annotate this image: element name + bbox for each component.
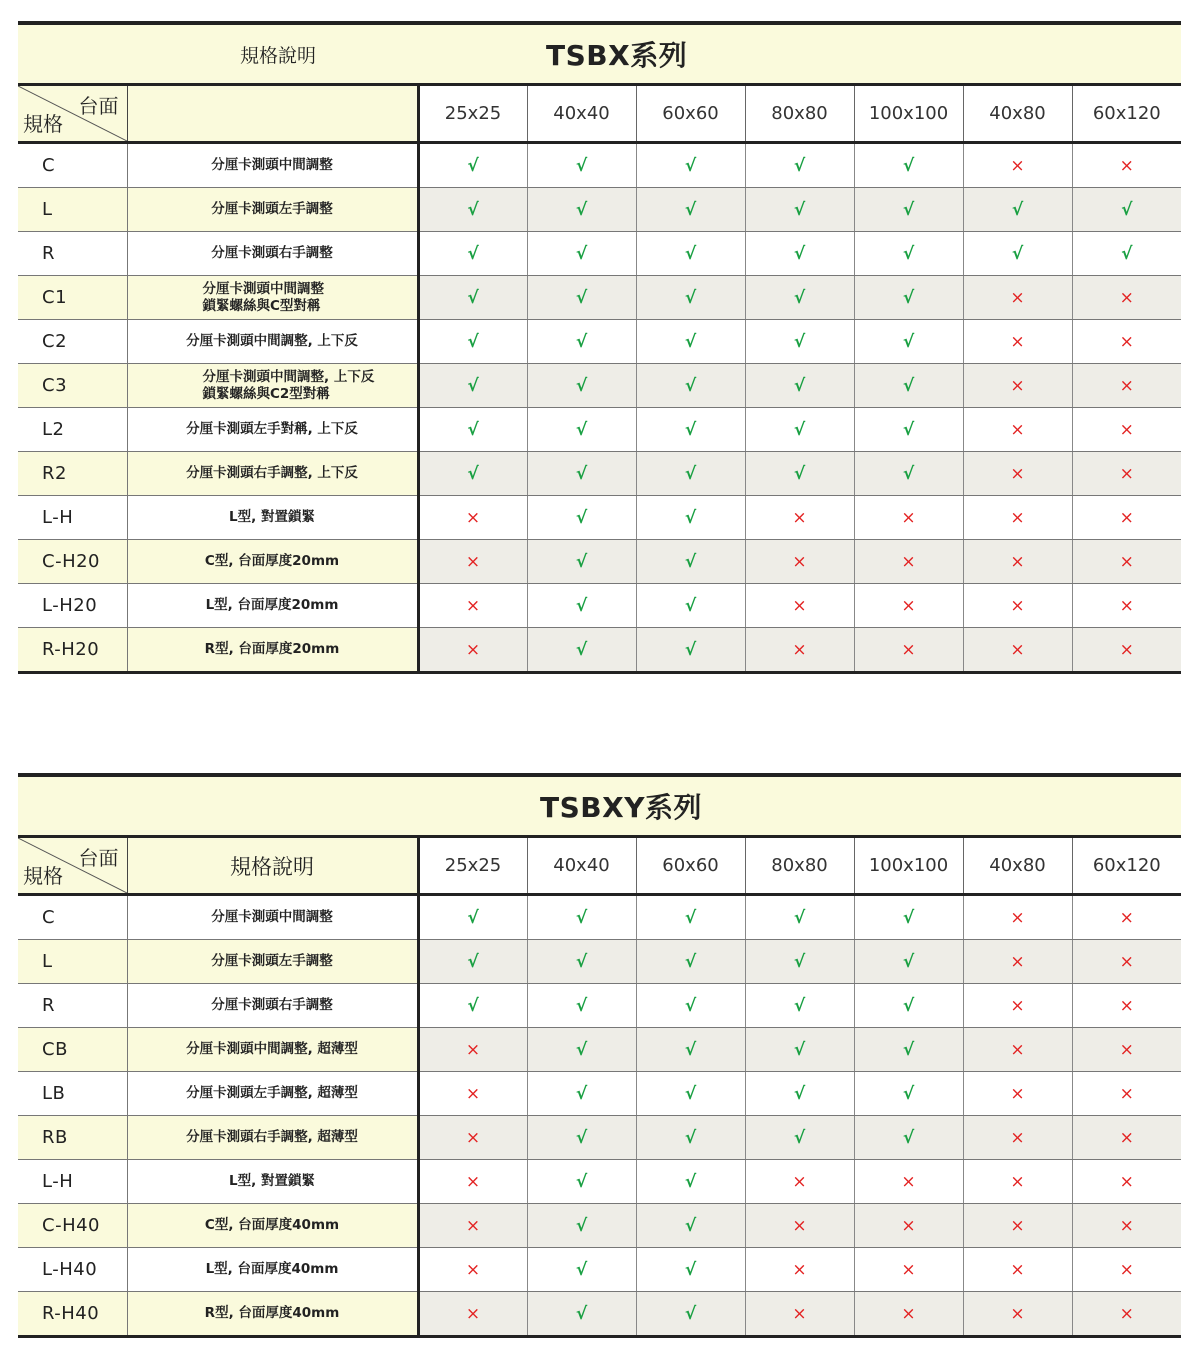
check-mark: √: [745, 232, 854, 276]
check-mark: √: [418, 276, 527, 320]
check-mark: √: [527, 188, 636, 232]
cross-mark: ×: [963, 320, 1072, 364]
model-code: CB: [18, 1028, 127, 1072]
model-code: R: [18, 232, 127, 276]
cross-mark: ×: [963, 984, 1072, 1028]
check-mark: √: [636, 188, 745, 232]
table-row: [18, 452, 1181, 496]
cross-mark: ×: [418, 540, 527, 584]
cross-mark: ×: [418, 1028, 527, 1072]
check-mark: √: [854, 364, 963, 408]
description-line: 分厘卡測頭右手調整, 上下反: [186, 465, 358, 481]
model-code: C-H40: [18, 1204, 127, 1248]
check-mark: √: [963, 232, 1072, 276]
description-line: 分厘卡測頭右手調整, 超薄型: [186, 1129, 358, 1145]
check-mark: √: [636, 1204, 745, 1248]
cross-mark: ×: [1072, 1072, 1181, 1116]
check-mark: √: [636, 143, 745, 188]
cross-mark: ×: [1072, 1248, 1181, 1292]
table-row: [18, 1248, 1181, 1292]
model-description: [127, 1072, 418, 1116]
check-mark: √: [745, 1116, 854, 1160]
table-row: [18, 188, 1181, 232]
cross-mark: ×: [854, 540, 963, 584]
table-row: [18, 364, 1181, 408]
model-description: [127, 276, 418, 320]
check-mark: √: [527, 276, 636, 320]
cross-mark: ×: [1072, 1292, 1181, 1337]
spec-desc-heading: 規格說明: [18, 23, 418, 85]
cross-mark: ×: [418, 1116, 527, 1160]
check-mark: √: [636, 628, 745, 673]
check-mark: √: [418, 984, 527, 1028]
check-mark: √: [527, 1204, 636, 1248]
cross-mark: ×: [963, 1292, 1072, 1337]
check-mark: √: [745, 276, 854, 320]
cross-mark: ×: [418, 628, 527, 673]
model-description: [127, 364, 418, 408]
description-line: R型, 台面厚度40mm: [204, 1305, 340, 1321]
model-code: C3: [18, 364, 127, 408]
model-description: [127, 496, 418, 540]
check-mark: √: [527, 232, 636, 276]
check-mark: √: [636, 364, 745, 408]
check-mark: √: [527, 496, 636, 540]
check-mark: √: [418, 895, 527, 940]
check-mark: √: [418, 188, 527, 232]
table-row: [18, 1160, 1181, 1204]
cross-mark: ×: [418, 1292, 527, 1337]
check-mark: √: [636, 232, 745, 276]
size-header: 60x60: [636, 85, 745, 143]
corner-label-bottom: 規格: [23, 112, 63, 136]
check-mark: √: [418, 940, 527, 984]
check-mark: √: [745, 320, 854, 364]
check-mark: √: [636, 895, 745, 940]
model-description: [127, 628, 418, 673]
cross-mark: ×: [963, 895, 1072, 940]
cross-mark: ×: [1072, 1160, 1181, 1204]
cross-mark: ×: [745, 1292, 854, 1337]
model-description: [127, 1292, 418, 1337]
description-line: 分厘卡測頭左手調整, 超薄型: [186, 1085, 358, 1101]
check-mark: √: [527, 1292, 636, 1337]
table-row: [18, 940, 1181, 984]
check-mark: √: [636, 940, 745, 984]
cross-mark: ×: [963, 452, 1072, 496]
check-mark: √: [527, 984, 636, 1028]
cross-mark: ×: [1072, 1204, 1181, 1248]
check-mark: √: [745, 452, 854, 496]
check-mark: √: [1072, 188, 1181, 232]
check-mark: √: [527, 628, 636, 673]
check-mark: √: [745, 984, 854, 1028]
check-mark: √: [636, 984, 745, 1028]
check-mark: √: [636, 276, 745, 320]
cross-mark: ×: [1072, 628, 1181, 673]
table-header-row: [18, 837, 1181, 895]
check-mark: √: [418, 143, 527, 188]
cross-mark: ×: [963, 364, 1072, 408]
check-mark: √: [854, 143, 963, 188]
table-row: [18, 584, 1181, 628]
cross-mark: ×: [963, 1028, 1072, 1072]
series-title: TSBX系列: [418, 23, 1181, 85]
cross-mark: ×: [963, 1116, 1072, 1160]
cross-mark: ×: [854, 628, 963, 673]
model-code: L-H: [18, 496, 127, 540]
cross-mark: ×: [854, 1248, 963, 1292]
cross-mark: ×: [418, 1072, 527, 1116]
cross-mark: ×: [963, 408, 1072, 452]
cross-mark: ×: [963, 1248, 1072, 1292]
cross-mark: ×: [745, 628, 854, 673]
cross-mark: ×: [418, 1160, 527, 1204]
description-line: 分厘卡測頭左手調整: [211, 201, 333, 217]
corner-label-bottom: 規格: [23, 864, 63, 888]
cross-mark: ×: [745, 1248, 854, 1292]
tsbxy-spec-table: [18, 773, 1181, 1338]
cross-mark: ×: [854, 1204, 963, 1248]
check-mark: √: [636, 1072, 745, 1116]
cross-mark: ×: [963, 1160, 1072, 1204]
check-mark: √: [854, 232, 963, 276]
table-row: [18, 1116, 1181, 1160]
check-mark: √: [854, 1116, 963, 1160]
cross-mark: ×: [963, 276, 1072, 320]
check-mark: √: [418, 408, 527, 452]
size-header: 40x80: [963, 85, 1072, 143]
description-line: 分厘卡測頭右手調整: [211, 245, 333, 261]
check-mark: √: [636, 320, 745, 364]
check-mark: √: [745, 1028, 854, 1072]
check-mark: √: [636, 1292, 745, 1337]
check-mark: √: [745, 143, 854, 188]
cross-mark: ×: [1072, 452, 1181, 496]
table-row: [18, 496, 1181, 540]
model-description: [127, 984, 418, 1028]
size-header: 60x120: [1072, 85, 1181, 143]
cross-mark: ×: [745, 1160, 854, 1204]
check-mark: √: [636, 1116, 745, 1160]
header-desc: 規格說明: [127, 837, 418, 895]
corner-label-top: 台面: [78, 94, 119, 118]
model-description: [127, 188, 418, 232]
description-line: 分厘卡測頭左手調整: [211, 953, 333, 969]
cross-mark: ×: [963, 584, 1072, 628]
cross-mark: ×: [1072, 940, 1181, 984]
table-row: [18, 984, 1181, 1028]
model-code: L: [18, 188, 127, 232]
description-line: 鎖緊螺絲與C型對稱: [202, 297, 321, 314]
table-row: [18, 320, 1181, 364]
check-mark: √: [527, 320, 636, 364]
cross-mark: ×: [418, 584, 527, 628]
check-mark: √: [527, 895, 636, 940]
cross-mark: ×: [1072, 408, 1181, 452]
cross-mark: ×: [963, 540, 1072, 584]
model-description: [127, 1248, 418, 1292]
check-mark: √: [418, 232, 527, 276]
check-mark: √: [745, 940, 854, 984]
cross-mark: ×: [854, 1160, 963, 1204]
check-mark: √: [963, 188, 1072, 232]
table-row: [18, 628, 1181, 673]
cross-mark: ×: [963, 1204, 1072, 1248]
cross-mark: ×: [418, 1248, 527, 1292]
cross-mark: ×: [963, 1072, 1072, 1116]
model-description: [127, 540, 418, 584]
cross-mark: ×: [1072, 584, 1181, 628]
cross-mark: ×: [1072, 364, 1181, 408]
model-description: [127, 1028, 418, 1072]
cross-mark: ×: [1072, 320, 1181, 364]
table-row: [18, 408, 1181, 452]
check-mark: √: [854, 276, 963, 320]
check-mark: √: [854, 1028, 963, 1072]
check-mark: √: [1072, 232, 1181, 276]
check-mark: √: [418, 452, 527, 496]
check-mark: √: [418, 320, 527, 364]
model-description: [127, 143, 418, 188]
description-line: R型, 台面厚度20mm: [204, 641, 340, 657]
check-mark: √: [854, 1072, 963, 1116]
cross-mark: ×: [854, 1292, 963, 1337]
model-code: C: [18, 143, 127, 188]
check-mark: √: [636, 584, 745, 628]
model-code: L: [18, 940, 127, 984]
size-header: 25x25: [418, 837, 527, 895]
cross-mark: ×: [1072, 276, 1181, 320]
size-header: 100x100: [854, 85, 963, 143]
model-code: C-H20: [18, 540, 127, 584]
description-line: 分厘卡測頭中間調整, 上下反: [186, 333, 358, 349]
size-header: 60x120: [1072, 837, 1181, 895]
model-description: [127, 320, 418, 364]
table-row: [18, 1028, 1181, 1072]
description-line: 分厘卡測頭中間調整: [211, 909, 333, 925]
description-line: C型, 台面厚度40mm: [204, 1217, 340, 1233]
model-code: LB: [18, 1072, 127, 1116]
table-header-row: [18, 85, 1181, 143]
corner-label-top: 台面: [78, 846, 119, 870]
cross-mark: ×: [963, 143, 1072, 188]
table-title-row: [18, 775, 1181, 837]
model-code: C: [18, 895, 127, 940]
header-desc: [127, 85, 418, 143]
check-mark: √: [854, 452, 963, 496]
model-code: R-H40: [18, 1292, 127, 1337]
check-mark: √: [745, 408, 854, 452]
check-mark: √: [527, 1160, 636, 1204]
check-mark: √: [745, 1072, 854, 1116]
table-row: [18, 276, 1181, 320]
check-mark: √: [854, 895, 963, 940]
check-mark: √: [527, 1116, 636, 1160]
table-row: [18, 1292, 1181, 1337]
cross-mark: ×: [1072, 143, 1181, 188]
model-description: [127, 232, 418, 276]
model-description: [127, 452, 418, 496]
size-header: 80x80: [745, 85, 854, 143]
model-code: L-H40: [18, 1248, 127, 1292]
description-line: L型, 台面厚度40mm: [205, 1261, 339, 1277]
model-code: R-H20: [18, 628, 127, 673]
cross-mark: ×: [745, 496, 854, 540]
description-line: 分厘卡測頭右手調整: [211, 997, 333, 1013]
check-mark: √: [636, 452, 745, 496]
model-code: L-H20: [18, 584, 127, 628]
model-description: [127, 584, 418, 628]
description-line: L型, 對置鎖緊: [229, 1173, 315, 1189]
table-title-row: [18, 23, 1181, 85]
check-mark: √: [527, 408, 636, 452]
description-line: 分厘卡測頭中間調整: [211, 157, 333, 173]
check-mark: √: [527, 452, 636, 496]
cross-mark: ×: [854, 584, 963, 628]
model-code: R2: [18, 452, 127, 496]
check-mark: √: [745, 895, 854, 940]
cross-mark: ×: [854, 496, 963, 540]
size-header: 100x100: [854, 837, 963, 895]
cross-mark: ×: [1072, 984, 1181, 1028]
description-line: 分厘卡測頭中間調整, 超薄型: [186, 1041, 358, 1057]
model-description: [127, 1204, 418, 1248]
check-mark: √: [418, 364, 527, 408]
description-line: L型, 對置鎖緊: [229, 509, 315, 525]
description-line: C型, 台面厚度20mm: [204, 553, 340, 569]
tsbx-spec-table: [18, 21, 1181, 674]
size-header: 80x80: [745, 837, 854, 895]
cross-mark: ×: [963, 496, 1072, 540]
cross-mark: ×: [418, 496, 527, 540]
cross-mark: ×: [418, 1204, 527, 1248]
cross-mark: ×: [745, 540, 854, 584]
model-description: [127, 940, 418, 984]
cross-mark: ×: [963, 940, 1072, 984]
model-code: C2: [18, 320, 127, 364]
table-row: [18, 540, 1181, 584]
model-code: RB: [18, 1116, 127, 1160]
cross-mark: ×: [1072, 1116, 1181, 1160]
check-mark: √: [527, 1072, 636, 1116]
model-description: [127, 408, 418, 452]
check-mark: √: [527, 143, 636, 188]
spec-desc-heading: [18, 775, 418, 837]
size-header: 25x25: [418, 85, 527, 143]
check-mark: √: [527, 584, 636, 628]
model-code: L2: [18, 408, 127, 452]
check-mark: √: [636, 540, 745, 584]
description-line: 鎖緊螺絲與C2型對稱: [202, 385, 330, 402]
description-line: L型, 台面厚度20mm: [205, 597, 339, 613]
cross-mark: ×: [745, 1204, 854, 1248]
size-header: 60x60: [636, 837, 745, 895]
check-mark: √: [527, 364, 636, 408]
model-code: C1: [18, 276, 127, 320]
series-title: TSBXY系列: [418, 775, 1181, 837]
check-mark: √: [636, 1028, 745, 1072]
cross-mark: ×: [1072, 496, 1181, 540]
corner-header: [18, 837, 127, 895]
check-mark: √: [745, 188, 854, 232]
table-row: [18, 143, 1181, 188]
check-mark: √: [636, 496, 745, 540]
table-row: [18, 895, 1181, 940]
check-mark: √: [854, 940, 963, 984]
size-header: 40x80: [963, 837, 1072, 895]
check-mark: √: [636, 1248, 745, 1292]
cross-mark: ×: [745, 584, 854, 628]
cross-mark: ×: [1072, 540, 1181, 584]
table-row: [18, 1204, 1181, 1248]
check-mark: √: [636, 408, 745, 452]
model-code: L-H: [18, 1160, 127, 1204]
cross-mark: ×: [963, 628, 1072, 673]
cross-mark: ×: [1072, 895, 1181, 940]
description-line: 分厘卡測頭左手對稱, 上下反: [186, 421, 358, 437]
check-mark: √: [527, 540, 636, 584]
check-mark: √: [527, 1028, 636, 1072]
model-code: R: [18, 984, 127, 1028]
check-mark: √: [854, 320, 963, 364]
check-mark: √: [745, 364, 854, 408]
model-description: [127, 895, 418, 940]
check-mark: √: [527, 940, 636, 984]
corner-header: [18, 85, 127, 143]
size-header: 40x40: [527, 85, 636, 143]
model-description: [127, 1116, 418, 1160]
check-mark: √: [854, 408, 963, 452]
description-line: 分厘卡測頭中間調整: [202, 280, 324, 297]
table-row: [18, 232, 1181, 276]
model-description: [127, 1160, 418, 1204]
table-row: [18, 1072, 1181, 1116]
check-mark: √: [854, 984, 963, 1028]
size-header: 40x40: [527, 837, 636, 895]
cross-mark: ×: [1072, 1028, 1181, 1072]
check-mark: √: [527, 1248, 636, 1292]
check-mark: √: [854, 188, 963, 232]
description-line: 分厘卡測頭中間調整, 上下反: [202, 368, 375, 385]
check-mark: √: [636, 1160, 745, 1204]
